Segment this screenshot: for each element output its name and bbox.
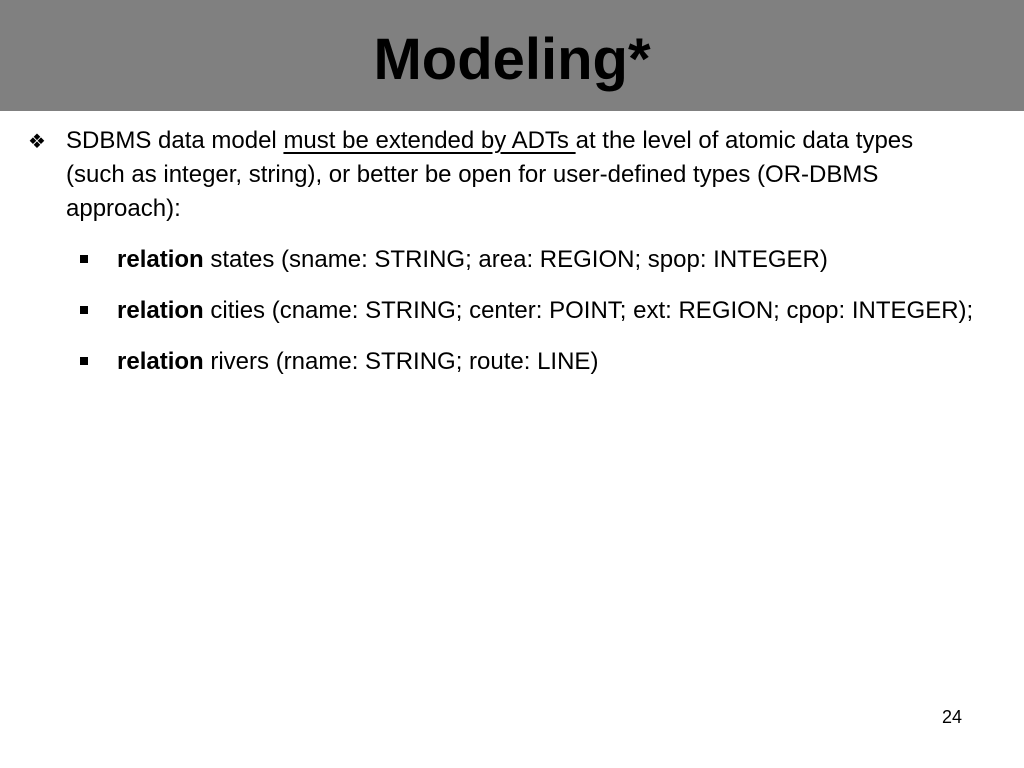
bullet-text-start: SDBMS data model [66,127,284,154]
sub-bullet-item [117,242,997,277]
slide-body [0,124,1024,395]
square-bullet-icon [80,357,88,365]
bullet-text-end: at the level of atomic data types (such as integer, string), or better be open for user-defined types (OR-DBMS approach): [66,127,914,222]
sub-bullet-keyword: relation [117,348,204,375]
sub-bullet-list [0,242,1024,379]
square-bullet-icon [80,306,88,314]
underlined-phrase: must be extended by ADTs [283,127,576,154]
bullet-item [28,124,966,226]
sub-bullet-keyword: relation [117,297,204,324]
diamond-bullet-icon: ❖ [28,129,46,153]
title-bar [0,0,1024,111]
sub-bullet-item [117,293,997,328]
sub-bullet-text: cities (cname: STRING; center: POINT; ext: REGION; cpop: INTEGER); [203,297,974,324]
sub-bullet-text: states (sname: STRING; area: REGION; spop: INTEGER) [203,246,828,273]
page-number: 24 [941,707,963,727]
sub-bullet-text: rivers (rname: STRING; route: LINE) [203,348,599,375]
sub-bullet-keyword: relation [117,246,204,273]
sub-bullet-item [117,344,997,379]
square-bullet-icon [80,255,88,263]
slide-title: Modeling* [373,27,651,92]
